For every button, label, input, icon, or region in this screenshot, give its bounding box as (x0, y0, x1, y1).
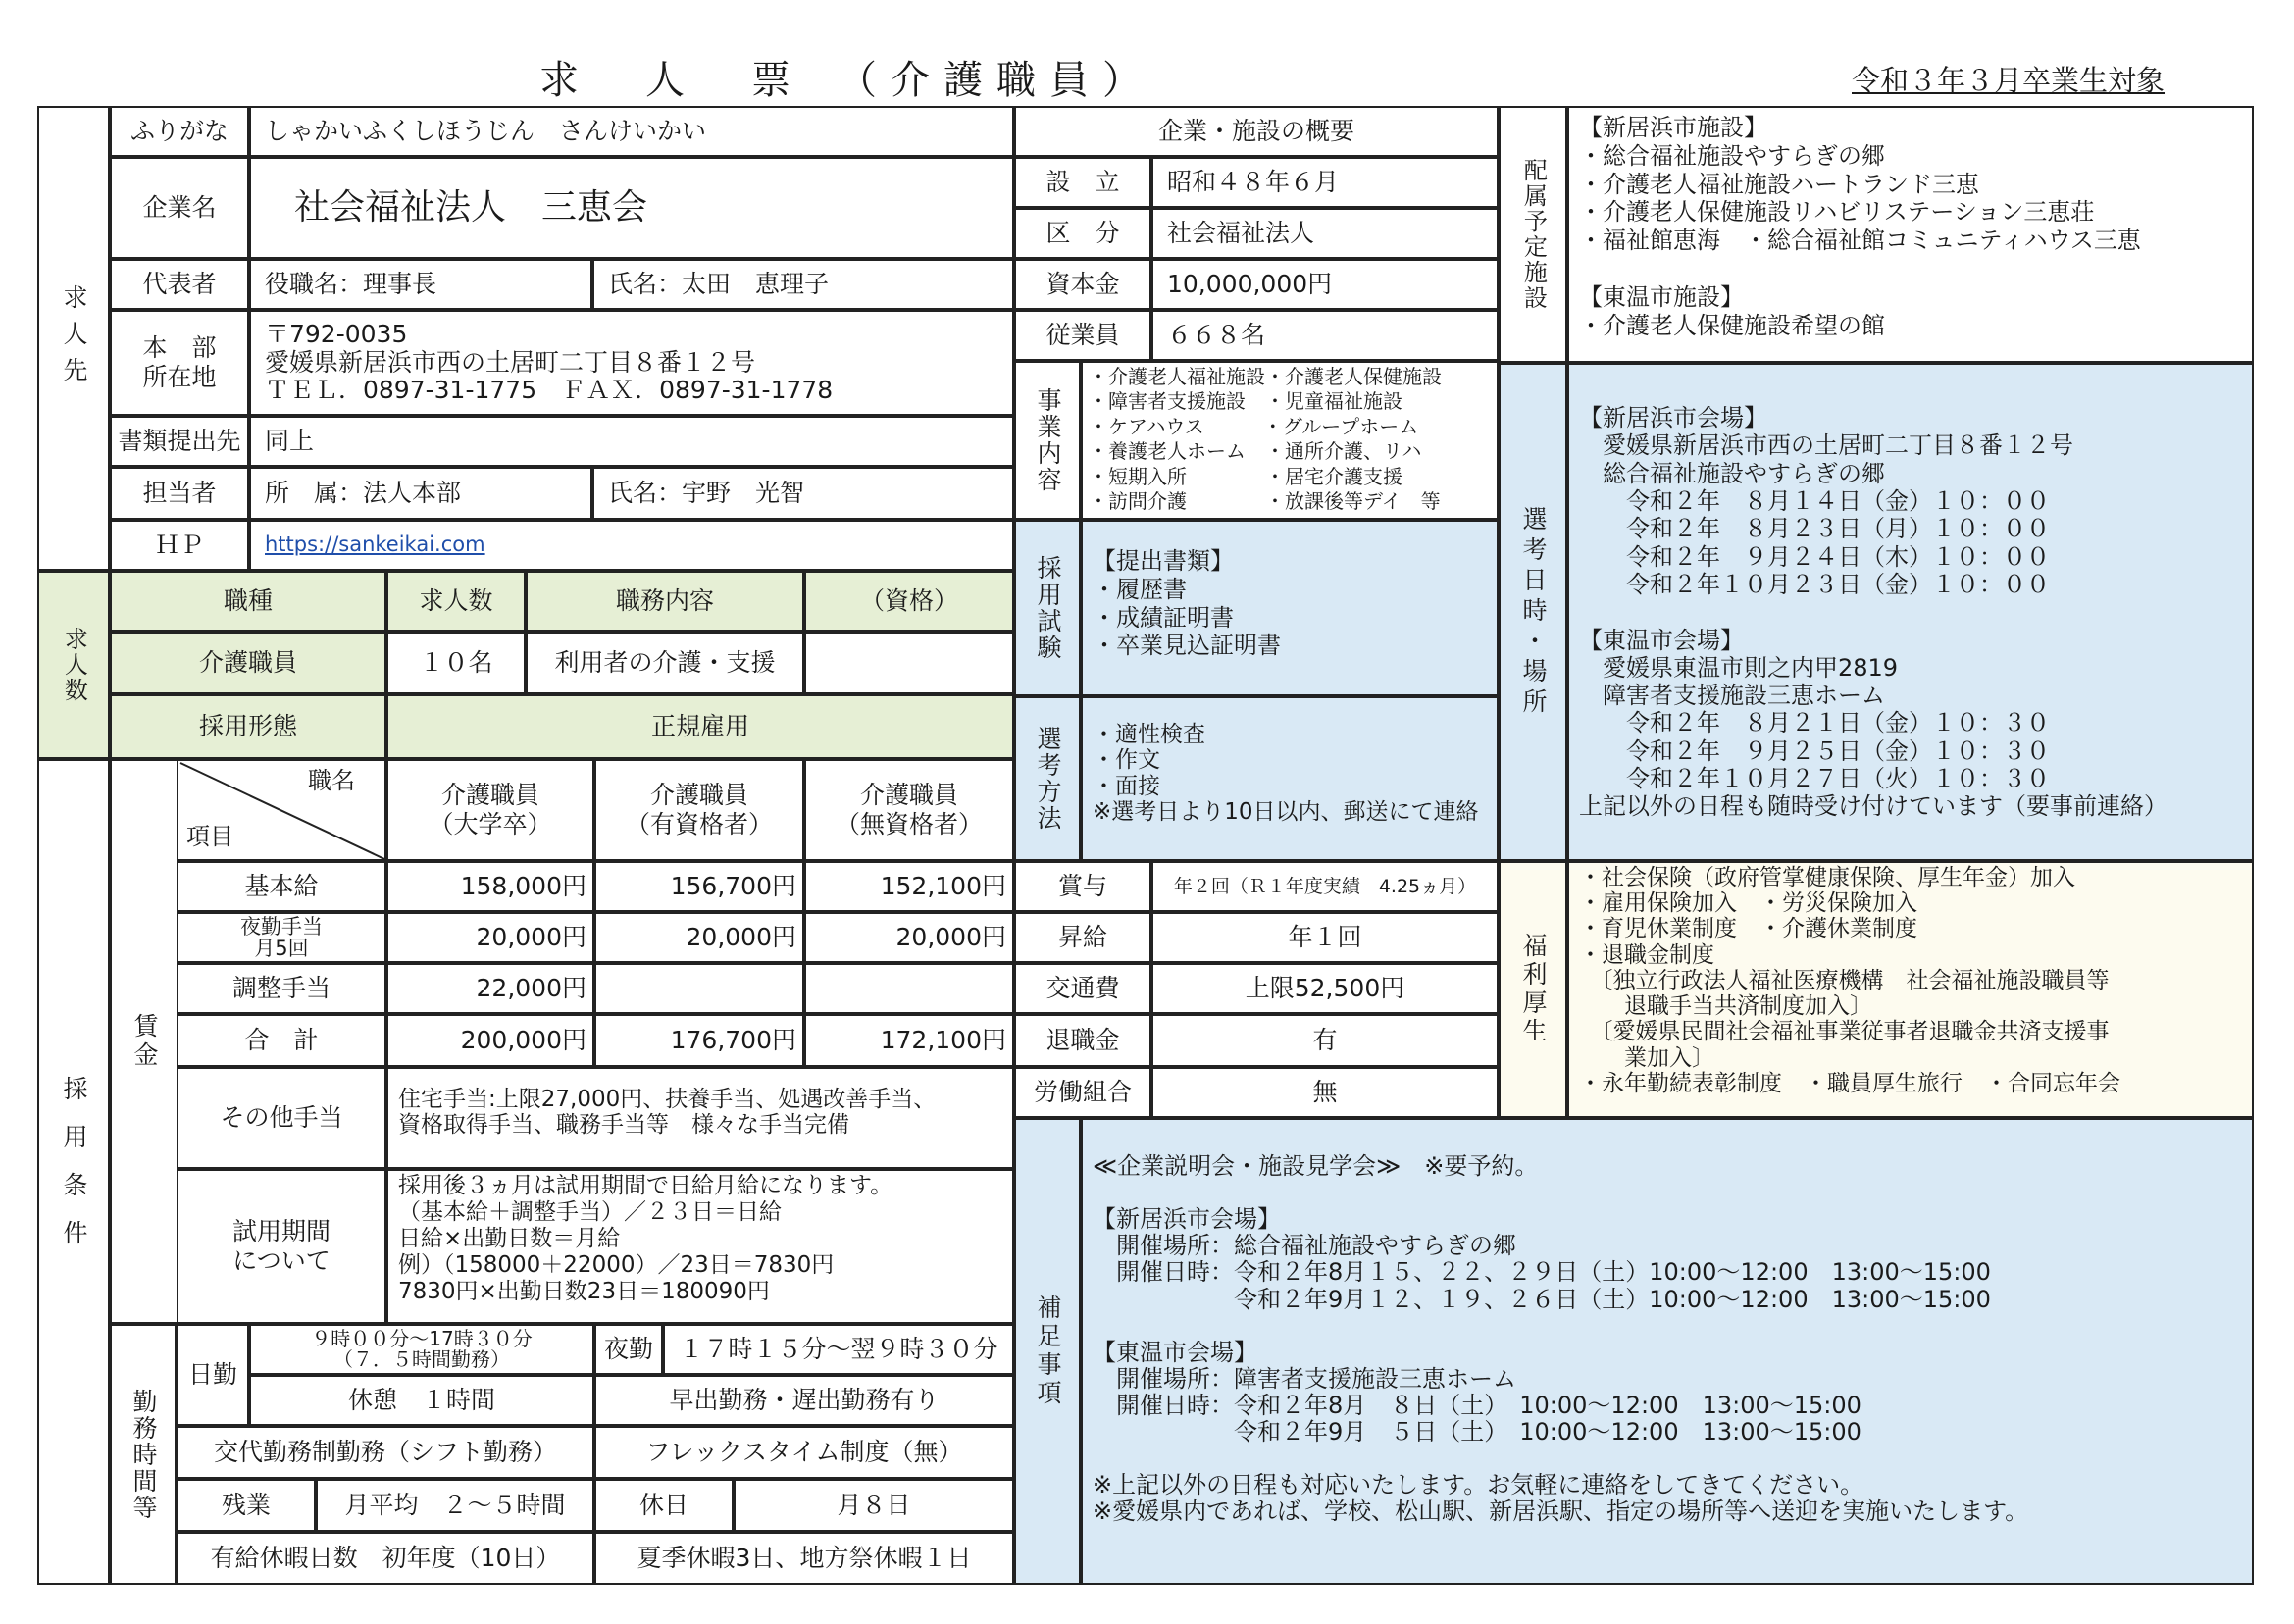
contact-dept: 所 属：法人本部 (249, 467, 592, 520)
other-allowance-value (386, 1067, 1014, 1169)
row-adjust-v2 (594, 963, 804, 1014)
furigana-label: ふりがな (110, 106, 249, 157)
row-total-v1: 200,000円 (386, 1014, 594, 1067)
welfare-text: ・社会保険（政府管掌健康保険、厚生年金）加入 ・雇用保険加入 ・労災保険加入 ・育児休業制度 ・介護休業制度 ・退職金制度 〔独立行政法人福祉医療機構 社会福祉施設職員等 退職手当共済制度加入〕 〔愛媛県民間社会福祉事業従事者退職金共済支援事 業加入〕 ・永年勤続表彰制度 ・職員厚生旅行 ・合同忘年会 (1579, 865, 2120, 1096)
method-label: 選考方法 (1014, 696, 1081, 861)
union-value: 無 (1151, 1067, 1499, 1118)
bonus-value: 年２回（Ｒ１年度実績 4.25ヵ月） (1151, 861, 1499, 912)
form-label: 採用形態 (110, 694, 386, 759)
col-qual: （資格） (804, 571, 1014, 632)
col-count: 求人数 (386, 571, 526, 632)
col-job: 職種 (110, 571, 386, 632)
row-total-v2: 176,700円 (594, 1014, 804, 1067)
other-allowance-text: 住宅手当:上限27,000円、扶養手当、処遇改善手当、 資格取得手当、職務手当等 様々な手当完備 (398, 1087, 937, 1139)
type-value: 社会福祉法人 (1151, 208, 1499, 259)
paid-leave-value: 有給休暇日数 初年度（10日） (177, 1532, 594, 1585)
union-label: 労働組合 (1014, 1067, 1151, 1118)
wage-col-2: 介護職員 （有資格者） (594, 759, 804, 861)
row-adjust-label: 調整手当 (177, 963, 386, 1014)
night-value: １７時１５分～翌９時３０分 (663, 1324, 1014, 1375)
night-label: 夜勤 (594, 1324, 663, 1375)
business-text: ・介護老人福祉施設・介護老人保健施設 ・障害者支援施設 ・児童福祉施設 ・ケアハウス ・グループホーム ・養護老人ホーム ・通所介護、リハ ・短期入所 ・居宅介護支援 ・訪問介護 ・放課後等デイ 等 (1089, 365, 1442, 513)
retire-label: 退職金 (1014, 1014, 1151, 1067)
trial-value (386, 1169, 1014, 1324)
wage-col-1: 介護職員 （大学卒） (386, 759, 594, 861)
row-adjust-v1: 22,000円 (386, 963, 594, 1014)
early-late-value: 早出勤務・遅出勤務有り (594, 1375, 1014, 1426)
method-value (1081, 696, 1499, 861)
overtime-value: 月平均 ２～５時間 (316, 1479, 594, 1532)
contact-name: 氏名：宇野 光智 (592, 467, 1014, 520)
raise-value: 年１回 (1151, 912, 1499, 963)
wage-label: 賃金 (110, 759, 177, 1324)
duty-value: 利用者の介護・支援 (526, 632, 804, 694)
form-value: 正規雇用 (386, 694, 1014, 759)
transport-label: 交通費 (1014, 963, 1151, 1014)
supplement-text: ≪企業説明会・施設見学会≫ ※要予約。 【新居浜市会場】 開催場所：総合福祉施設やすらぎの郷 開催日時：令和２年8月１５、２２、２９日（土）10:00～12:00 13:00～15:00 令和２年9月１２、１９、２６日（土）10:00～12:00 13:00～15:00 【東温市会場】 開催場所：障害者支援施設三恵ホーム 開催日時：令和２年8月 ８日（土） 10:00～12:00 13:00～15:00 令和２年9月 ５日（土） 10:00～12:00 13:00～15:00 ※上記以外の日程も対応いたします。お気軽に連絡をしてきてください。 ※愛媛県内であれば、学校、松山駅、新居浜駅、指定の場所等へ送迎を実施いたします。 (1093, 1152, 2029, 1526)
exam-docs (1081, 520, 1499, 696)
founded-value: 昭和４８年６月 (1151, 157, 1499, 208)
furigana-value: しゃかいふくしほうじん さんけいかい (249, 106, 1014, 157)
hp-link[interactable] (249, 520, 1014, 571)
facilities-value (1567, 106, 2254, 363)
item-header: 項目 (186, 823, 233, 851)
col-duty: 職務内容 (526, 571, 804, 632)
rep-title: 役職名：理事長 (249, 259, 592, 310)
wage-col-3: 介護職員 （無資格者） (804, 759, 1014, 861)
company-name: 社会福祉法人 三恵会 (249, 157, 1014, 259)
business-label: 事業内容 (1014, 361, 1081, 520)
transport-value: 上限52,500円 (1151, 963, 1499, 1014)
target-label: 令和３年３月卒業生対象 (1852, 64, 2166, 97)
schedule-label: 選考日時・場所 (1499, 363, 1567, 861)
employees-label: 従業員 (1014, 310, 1151, 361)
capital-value: 10,000,000円 (1151, 259, 1499, 310)
trial-label: 試用期間 について (177, 1169, 386, 1324)
row-adjust-v3 (804, 963, 1014, 1014)
type-label: 区 分 (1014, 208, 1151, 259)
day-value: ９時００分～17時３０分 （７．５時間勤務） (249, 1324, 594, 1375)
hp-url[interactable]: https://sankeikai.com (265, 533, 485, 557)
label-employer: 求人先 (37, 106, 110, 571)
welfare-value (1567, 861, 2254, 1118)
row-basic-v1: 158,000円 (386, 861, 594, 912)
row-night-v3: 20,000円 (804, 912, 1014, 963)
label-conditions: 採用条件 (37, 759, 110, 1585)
business-value (1081, 361, 1499, 520)
capital-label: 資本金 (1014, 259, 1151, 310)
employees-value: ６６８名 (1151, 310, 1499, 361)
day-label: 日勤 (177, 1324, 249, 1426)
supplement-value (1081, 1118, 2254, 1585)
qual-value (804, 632, 1014, 694)
welfare-label: 福利厚生 (1499, 861, 1567, 1118)
page-title: 求 人 票 （介護職員） (539, 58, 1155, 103)
count-value: １０名 (386, 632, 526, 694)
exam-docs-text: 【提出書類】 ・履歴書 ・成績証明書 ・卒業見込証明書 (1093, 547, 1281, 660)
facilities-label: 配属予定施設 (1499, 106, 1567, 363)
summer-leave-value: 夏季休暇3日、地方祭休暇１日 (594, 1532, 1014, 1585)
row-night-v1: 20,000円 (386, 912, 594, 963)
job-value: 介護職員 (110, 632, 386, 694)
schedule-text: 【新居浜市会場】 愛媛県新居浜市西の土居町二丁目８番１２号 総合福祉施設やすらぎの郷 令和２年 ８月１４日（金）１０：００ 令和２年 ８月２３日（月）１０：００ 令和２年 ９月２４日（木）１０：００ 令和２年１０月２３日（金）１０：００ 【東温市会場】 愛媛県東温市則之内甲2819 障害者支援施設三恵ホーム 令和２年 ８月２１日（金）１０：３０ 令和２年 ９月２５日（金）１０：３０ 令和２年１０月２７日（火）１０：３０ 上記以外の日程も随時受け付けています（要事前連絡） (1579, 404, 2167, 821)
bonus-label: 賞与 (1014, 861, 1151, 912)
rep-name: 氏名：太田 恵理子 (592, 259, 1014, 310)
other-allowance-label: その他手当 (177, 1067, 386, 1169)
supplement-label: 補足事項 (1014, 1118, 1081, 1585)
holiday-label: 休日 (594, 1479, 734, 1532)
break-value: 休憩 １時間 (249, 1375, 594, 1426)
row-basic-v3: 152,100円 (804, 861, 1014, 912)
founded-label: 設 立 (1014, 157, 1151, 208)
row-basic-label: 基本給 (177, 861, 386, 912)
company-name-label: 企業名 (110, 157, 249, 259)
schedule-value (1567, 363, 2254, 861)
facilities-text: 【新居浜市施設】 ・総合福祉施設やすらぎの郷 ・介護老人福祉施設ハートランド三恵 ・介護老人保健施設リハビリステーション三恵荘 ・福祉館恵海 ・総合福祉館コミュニティハウス三恵 【東温市施設】 ・介護老人保健施設希望の館 (1579, 114, 2141, 339)
exam-label: 採用試験 (1014, 520, 1081, 696)
contact-label: 担当者 (110, 467, 249, 520)
overtime-label: 残業 (177, 1479, 316, 1532)
row-night-label: 夜勤手当 月5回 (177, 912, 386, 963)
wage-header-corner (177, 759, 386, 861)
rep-label: 代表者 (110, 259, 249, 310)
retire-value: 有 (1151, 1014, 1499, 1067)
work-hours-label: 勤務時間等 (110, 1324, 177, 1585)
row-total-label: 合 計 (177, 1014, 386, 1067)
holiday-value: 月８日 (734, 1479, 1014, 1532)
raise-label: 昇給 (1014, 912, 1151, 963)
flex-value: フレックスタイム制度（無） (594, 1426, 1014, 1479)
shift-value: 交代勤務制勤務（シフト勤務） (177, 1426, 594, 1479)
hq-address: 〒792-0035 愛媛県新居浜市西の土居町二丁目８番１２号 ＴＥＬ．0897-31-1775 ＦＡＸ．0897-31-1778 (249, 310, 1014, 416)
trial-text: 採用後３ヵ月は試用期間で日給月給になります。 （基本給＋調整手当）／２３日＝日給 日給×出勤日数＝月給 例）（158000＋22000）／23日＝7830円 7830円×出勤日数23日＝180090円 (398, 1173, 893, 1304)
row-night-v2: 20,000円 (594, 912, 804, 963)
hq-label: 本 部 所在地 (110, 310, 249, 416)
docs-value: 同上 (249, 416, 1014, 467)
label-openings: 求人数 (37, 571, 110, 759)
job-header: 職名 (308, 767, 355, 794)
row-basic-v2: 156,700円 (594, 861, 804, 912)
row-total-v3: 172,100円 (804, 1014, 1014, 1067)
method-text: ・適性検査 ・作文 ・面接 ※選考日より10日以内、郵送にて連絡 (1093, 722, 1479, 826)
docs-label: 書類提出先 (110, 416, 249, 467)
hp-label: ＨＰ (110, 520, 249, 571)
overview-heading: 企業・施設の概要 (1014, 106, 1499, 157)
